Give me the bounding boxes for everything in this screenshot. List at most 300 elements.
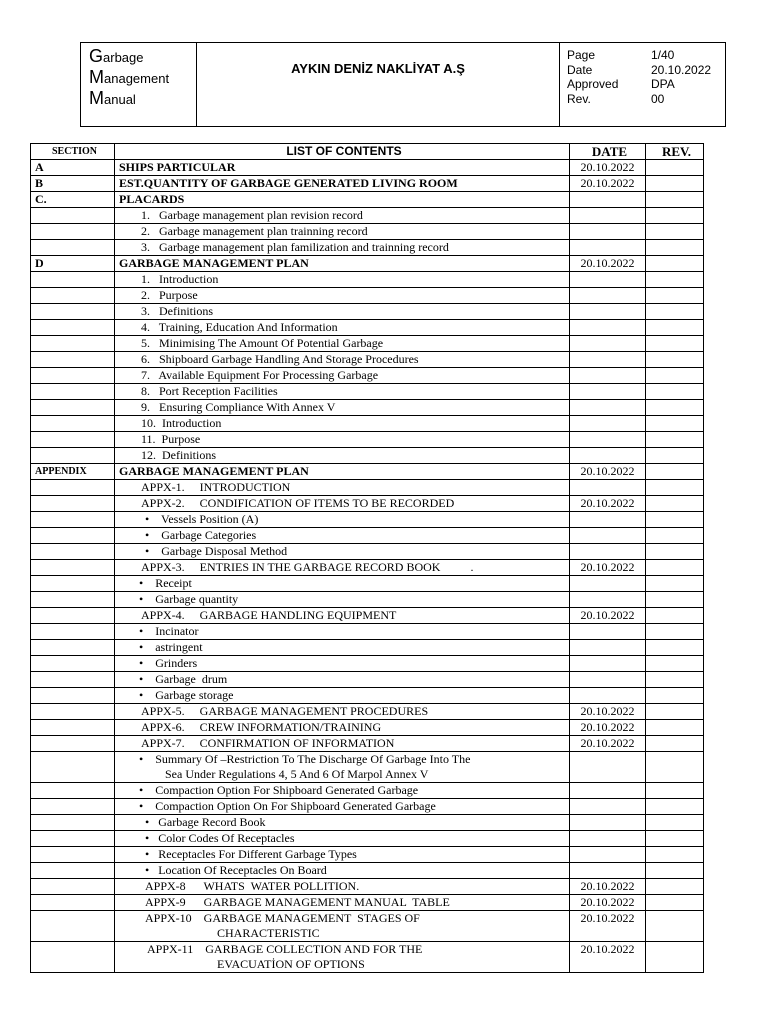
- table-row: [31, 240, 704, 256]
- section-cell: [31, 512, 115, 528]
- rev-cell: [646, 799, 704, 815]
- date-cell: [570, 831, 646, 847]
- section-cell: [31, 304, 115, 320]
- table-row: [31, 704, 704, 720]
- column-header-date: DATE: [570, 144, 646, 160]
- table-row: [31, 911, 704, 942]
- date-cell: 20.10.2022: [570, 496, 646, 512]
- contents-text: EST.QUANTITY OF GARBAGE GENERATED LIVING ROOM: [119, 176, 458, 190]
- table-row: [31, 640, 704, 656]
- contents-cell: [115, 208, 570, 224]
- section-cell: [31, 496, 115, 512]
- document-meta: [560, 43, 725, 126]
- rev-cell: [646, 704, 704, 720]
- section-cell: [31, 895, 115, 911]
- rev-cell: [646, 688, 704, 704]
- contents-cell: [115, 176, 570, 192]
- contents-cell: [115, 911, 570, 942]
- table-row: [31, 496, 704, 512]
- rev-cell: [646, 464, 704, 480]
- rev-cell: [646, 480, 704, 496]
- rev-cell: [646, 432, 704, 448]
- table-row: [31, 528, 704, 544]
- contents-cell: [115, 400, 570, 416]
- date-cell: [570, 640, 646, 656]
- rev-cell: [646, 304, 704, 320]
- section-cell: C.: [31, 192, 115, 208]
- date-cell: [570, 336, 646, 352]
- section-cell: [31, 240, 115, 256]
- contents-cell: [115, 256, 570, 272]
- rev-cell: [646, 448, 704, 464]
- table-row: [31, 432, 704, 448]
- contents-cell: [115, 160, 570, 176]
- table-row: [31, 224, 704, 240]
- table-row: [31, 942, 704, 973]
- table-row: [31, 368, 704, 384]
- contents-text: • Garbage quantity: [139, 592, 239, 606]
- date-cell: [570, 688, 646, 704]
- section-cell: [31, 624, 115, 640]
- date-cell: [570, 815, 646, 831]
- table-row: [31, 352, 704, 368]
- contents-cell: [115, 863, 570, 879]
- meta-row-approved: Approved DPA: [567, 77, 675, 91]
- date-cell: [570, 544, 646, 560]
- contents-cell: [115, 783, 570, 799]
- contents-table: [30, 143, 704, 973]
- section-cell: [31, 783, 115, 799]
- section-cell: [31, 272, 115, 288]
- date-cell: [570, 863, 646, 879]
- table-row: [31, 608, 704, 624]
- section-cell: [31, 544, 115, 560]
- section-cell: [31, 815, 115, 831]
- rev-cell: [646, 224, 704, 240]
- section-cell: [31, 911, 115, 942]
- table-row: [31, 895, 704, 911]
- rev-cell: [646, 656, 704, 672]
- contents-text: • Summary Of –Restriction To The Discharge Of Garbage Into The: [139, 752, 471, 766]
- contents-cell: [115, 496, 570, 512]
- contents-text: 4. Training, Education And Information: [141, 320, 338, 334]
- contents-cell: [115, 352, 570, 368]
- section-cell: [31, 336, 115, 352]
- contents-text: • astringent: [139, 640, 203, 654]
- contents-cell: [115, 448, 570, 464]
- contents-text: APPX-9 GARBAGE MANAGEMENT MANUAL TABLE: [145, 895, 450, 909]
- document-header: [80, 42, 726, 127]
- contents-cell: [115, 288, 570, 304]
- date-cell: [570, 272, 646, 288]
- contents-text: • Receipt: [139, 576, 192, 590]
- section-cell: [31, 704, 115, 720]
- contents-cell: [115, 656, 570, 672]
- date-cell: [570, 480, 646, 496]
- contents-cell: [115, 416, 570, 432]
- date-cell: 20.10.2022: [570, 895, 646, 911]
- section-cell: [31, 432, 115, 448]
- table-row: [31, 592, 704, 608]
- meta-row-date: Date 20.10.2022: [567, 62, 712, 77]
- contents-text: APPX-2. CONDIFICATION OF ITEMS TO BE RECORDED: [141, 496, 455, 510]
- rev-cell: [646, 288, 704, 304]
- table-row: [31, 272, 704, 288]
- rev-cell: [646, 879, 704, 895]
- logo-line: Manual: [89, 88, 136, 108]
- contents-text: APPX-11 GARBAGE COLLECTION AND FOR THE: [147, 942, 423, 956]
- date-cell: [570, 208, 646, 224]
- contents-text-continued: CHARACTERISTIC: [217, 926, 320, 940]
- contents-text-continued: Sea Under Regulations 4, 5 And 6 Of Marpol Annex V: [165, 767, 429, 781]
- section-cell: [31, 847, 115, 863]
- table-row: [31, 192, 704, 208]
- table-row: [31, 400, 704, 416]
- contents-cell: [115, 688, 570, 704]
- date-cell: [570, 352, 646, 368]
- section-cell: [31, 672, 115, 688]
- logo-line: Management: [89, 67, 170, 87]
- section-cell: B: [31, 176, 115, 192]
- contents-cell: [115, 224, 570, 240]
- date-cell: [570, 288, 646, 304]
- date-cell: [570, 400, 646, 416]
- contents-cell: [115, 544, 570, 560]
- rev-cell: [646, 528, 704, 544]
- contents-text: • Garbage Record Book: [145, 815, 266, 829]
- table-row: [31, 256, 704, 272]
- table-row: [31, 879, 704, 895]
- date-cell: [570, 656, 646, 672]
- rev-cell: [646, 416, 704, 432]
- company-name: AYKIN DENİZ NAKLİYAT A.Ş: [197, 43, 560, 126]
- contents-cell: [115, 942, 570, 973]
- section-cell: [31, 863, 115, 879]
- table-row: [31, 720, 704, 736]
- contents-cell: [115, 240, 570, 256]
- table-row: [31, 448, 704, 464]
- contents-text: • Garbage drum: [139, 672, 228, 686]
- rev-cell: [646, 512, 704, 528]
- rev-cell: [646, 672, 704, 688]
- contents-text: 5. Minimising The Amount Of Potential Garbage: [141, 336, 384, 350]
- contents-text: 1. Garbage management plan revision record: [141, 208, 363, 222]
- table-row: [31, 288, 704, 304]
- contents-text: APPX-6. CREW INFORMATION/TRAINING: [141, 720, 382, 734]
- contents-cell: [115, 528, 570, 544]
- contents-cell: [115, 272, 570, 288]
- contents-cell: [115, 799, 570, 815]
- contents-text: • Compaction Option For Shipboard Generated Garbage: [139, 783, 419, 797]
- table-row: [31, 624, 704, 640]
- rev-cell: [646, 608, 704, 624]
- contents-text: • Vessels Position (A): [145, 512, 259, 526]
- rev-cell: [646, 752, 704, 783]
- contents-text: APPX-3. ENTRIES IN THE GARBAGE RECORD BOOK .: [141, 560, 474, 574]
- date-cell: [570, 528, 646, 544]
- section-cell: [31, 576, 115, 592]
- table-row: [31, 384, 704, 400]
- section-cell: [31, 752, 115, 783]
- rev-cell: [646, 624, 704, 640]
- contents-text: 9. Ensuring Compliance With Annex V: [141, 400, 336, 414]
- section-cell: A: [31, 160, 115, 176]
- section-cell: [31, 592, 115, 608]
- contents-cell: [115, 815, 570, 831]
- contents-text: APPX-8 WHATS WATER POLLITION.: [145, 879, 360, 893]
- contents-text: • Garbage Disposal Method: [145, 544, 288, 558]
- contents-text: 3. Definitions: [141, 304, 213, 318]
- section-cell: APPENDIX: [31, 464, 115, 480]
- date-cell: 20.10.2022: [570, 176, 646, 192]
- rev-cell: [646, 942, 704, 973]
- date-cell: 20.10.2022: [570, 160, 646, 176]
- table-row: [31, 831, 704, 847]
- section-cell: [31, 448, 115, 464]
- table-row: [31, 512, 704, 528]
- rev-cell: [646, 240, 704, 256]
- contents-text: • Receptacles For Different Garbage Types: [145, 847, 357, 861]
- section-cell: [31, 352, 115, 368]
- rev-cell: [646, 815, 704, 831]
- column-header-rev: REV.: [646, 144, 704, 160]
- rev-cell: [646, 783, 704, 799]
- date-cell: 20.10.2022: [570, 942, 646, 973]
- date-cell: 20.10.2022: [570, 911, 646, 942]
- table-row: [31, 560, 704, 576]
- date-cell: [570, 576, 646, 592]
- section-cell: D: [31, 256, 115, 272]
- date-cell: [570, 799, 646, 815]
- contents-cell: [115, 640, 570, 656]
- date-cell: [570, 320, 646, 336]
- contents-rows: [31, 160, 704, 973]
- rev-cell: [646, 320, 704, 336]
- rev-cell: [646, 847, 704, 863]
- rev-cell: [646, 640, 704, 656]
- date-cell: [570, 192, 646, 208]
- contents-cell: [115, 720, 570, 736]
- rev-cell: [646, 736, 704, 752]
- rev-cell: [646, 192, 704, 208]
- date-cell: [570, 368, 646, 384]
- table-row: [31, 576, 704, 592]
- date-cell: [570, 432, 646, 448]
- contents-text-continued: EVACUATİON OF OPTIONS: [217, 957, 365, 971]
- table-row: [31, 799, 704, 815]
- date-cell: [570, 512, 646, 528]
- section-cell: [31, 288, 115, 304]
- section-cell: [31, 560, 115, 576]
- contents-cell: [115, 480, 570, 496]
- contents-text: 6. Shipboard Garbage Handling And Storage Procedures: [141, 352, 419, 366]
- date-cell: [570, 240, 646, 256]
- date-cell: 20.10.2022: [570, 256, 646, 272]
- contents-cell: [115, 464, 570, 480]
- contents-text: 12. Definitions: [141, 448, 216, 462]
- section-cell: [31, 224, 115, 240]
- date-cell: [570, 752, 646, 783]
- contents-cell: [115, 512, 570, 528]
- date-cell: 20.10.2022: [570, 608, 646, 624]
- contents-cell: [115, 304, 570, 320]
- section-cell: [31, 416, 115, 432]
- table-row: [31, 160, 704, 176]
- date-cell: [570, 224, 646, 240]
- contents-text: APPX-10 GARBAGE MANAGEMENT STAGES OF: [145, 911, 420, 925]
- rev-cell: [646, 496, 704, 512]
- rev-cell: [646, 160, 704, 176]
- table-row: [31, 863, 704, 879]
- date-cell: [570, 448, 646, 464]
- table-row: [31, 656, 704, 672]
- table-row: [31, 480, 704, 496]
- date-cell: 20.10.2022: [570, 704, 646, 720]
- date-cell: 20.10.2022: [570, 720, 646, 736]
- rev-cell: [646, 592, 704, 608]
- contents-cell: [115, 704, 570, 720]
- contents-cell: [115, 336, 570, 352]
- contents-text: • Garbage storage: [139, 688, 234, 702]
- contents-text: • Color Codes Of Receptacles: [145, 831, 295, 845]
- date-cell: 20.10.2022: [570, 560, 646, 576]
- contents-text: 7. Available Equipment For Processing Garbage: [141, 368, 379, 382]
- rev-cell: [646, 336, 704, 352]
- contents-cell: [115, 895, 570, 911]
- contents-cell: [115, 672, 570, 688]
- table-row: [31, 672, 704, 688]
- date-cell: [570, 416, 646, 432]
- table-row: [31, 464, 704, 480]
- table-row: [31, 736, 704, 752]
- section-cell: [31, 640, 115, 656]
- rev-cell: [646, 863, 704, 879]
- rev-cell: [646, 384, 704, 400]
- column-header-section: SECTION: [31, 144, 115, 160]
- contents-text: 11. Purpose: [141, 432, 201, 446]
- contents-text: APPX-7. CONFIRMATION OF INFORMATION: [141, 736, 395, 750]
- table-row: [31, 752, 704, 783]
- contents-cell: [115, 736, 570, 752]
- date-cell: [570, 847, 646, 863]
- contents-cell: [115, 432, 570, 448]
- date-cell: [570, 304, 646, 320]
- table-row: [31, 544, 704, 560]
- rev-cell: [646, 256, 704, 272]
- rev-cell: [646, 176, 704, 192]
- contents-cell: [115, 624, 570, 640]
- section-cell: [31, 400, 115, 416]
- table-row: [31, 320, 704, 336]
- section-cell: [31, 879, 115, 895]
- section-cell: [31, 942, 115, 973]
- section-cell: [31, 720, 115, 736]
- meta-row-page: Page 1/40: [567, 48, 675, 62]
- contents-text: 10. Introduction: [141, 416, 222, 430]
- date-cell: [570, 592, 646, 608]
- logo-line: Garbage: [89, 46, 144, 66]
- rev-cell: [646, 352, 704, 368]
- rev-cell: [646, 576, 704, 592]
- contents-text: 2. Purpose: [141, 288, 198, 302]
- contents-cell: [115, 752, 570, 783]
- contents-text: GARBAGE MANAGEMENT PLAN: [119, 464, 309, 478]
- contents-cell: [115, 384, 570, 400]
- contents-text: 3. Garbage management plan familization and trainning record: [141, 240, 449, 254]
- table-row: [31, 304, 704, 320]
- contents-text: • Compaction Option On For Shipboard Generated Garbage: [139, 799, 436, 813]
- contents-cell: [115, 560, 570, 576]
- rev-cell: [646, 560, 704, 576]
- meta-row-rev: Rev. 00: [567, 91, 665, 106]
- section-cell: [31, 368, 115, 384]
- contents-cell: [115, 368, 570, 384]
- contents-text: SHIPS PARTICULAR: [119, 160, 236, 174]
- date-cell: 20.10.2022: [570, 464, 646, 480]
- contents-text: GARBAGE MANAGEMENT PLAN: [119, 256, 309, 270]
- contents-cell: [115, 831, 570, 847]
- contents-text: 8. Port Reception Facilities: [141, 384, 278, 398]
- section-cell: [31, 688, 115, 704]
- contents-text: APPX-5. GARBAGE MANAGEMENT PROCEDURES: [141, 704, 429, 718]
- manual-title-logo: [81, 43, 197, 126]
- section-cell: [31, 799, 115, 815]
- table-row: [31, 416, 704, 432]
- rev-cell: [646, 400, 704, 416]
- section-cell: [31, 831, 115, 847]
- date-cell: 20.10.2022: [570, 879, 646, 895]
- rev-cell: [646, 720, 704, 736]
- contents-cell: [115, 879, 570, 895]
- contents-cell: [115, 608, 570, 624]
- rev-cell: [646, 911, 704, 942]
- contents-cell: [115, 592, 570, 608]
- rev-cell: [646, 544, 704, 560]
- contents-cell: [115, 192, 570, 208]
- section-cell: [31, 208, 115, 224]
- contents-text: APPX-4. GARBAGE HANDLING EQUIPMENT: [141, 608, 397, 622]
- date-cell: 20.10.2022: [570, 736, 646, 752]
- table-row: [31, 176, 704, 192]
- table-row: [31, 783, 704, 799]
- section-cell: [31, 608, 115, 624]
- contents-text: 2. Garbage management plan trainning record: [141, 224, 368, 238]
- section-cell: [31, 528, 115, 544]
- rev-cell: [646, 272, 704, 288]
- column-header-contents: LIST OF CONTENTS: [115, 144, 570, 160]
- section-cell: [31, 656, 115, 672]
- section-cell: [31, 480, 115, 496]
- section-cell: [31, 736, 115, 752]
- contents-text: • Incinator: [139, 624, 199, 638]
- date-cell: [570, 672, 646, 688]
- contents-text: 1. Introduction: [141, 272, 219, 286]
- contents-cell: [115, 320, 570, 336]
- table-row: [31, 336, 704, 352]
- table-row: [31, 208, 704, 224]
- date-cell: [570, 384, 646, 400]
- contents-text: • Grinders: [139, 656, 198, 670]
- contents-cell: [115, 576, 570, 592]
- section-cell: [31, 320, 115, 336]
- table-row: [31, 847, 704, 863]
- rev-cell: [646, 831, 704, 847]
- table-row: [31, 688, 704, 704]
- contents-text: • Garbage Categories: [145, 528, 257, 542]
- rev-cell: [646, 208, 704, 224]
- date-cell: [570, 624, 646, 640]
- contents-text: • Location Of Receptacles On Board: [145, 863, 327, 877]
